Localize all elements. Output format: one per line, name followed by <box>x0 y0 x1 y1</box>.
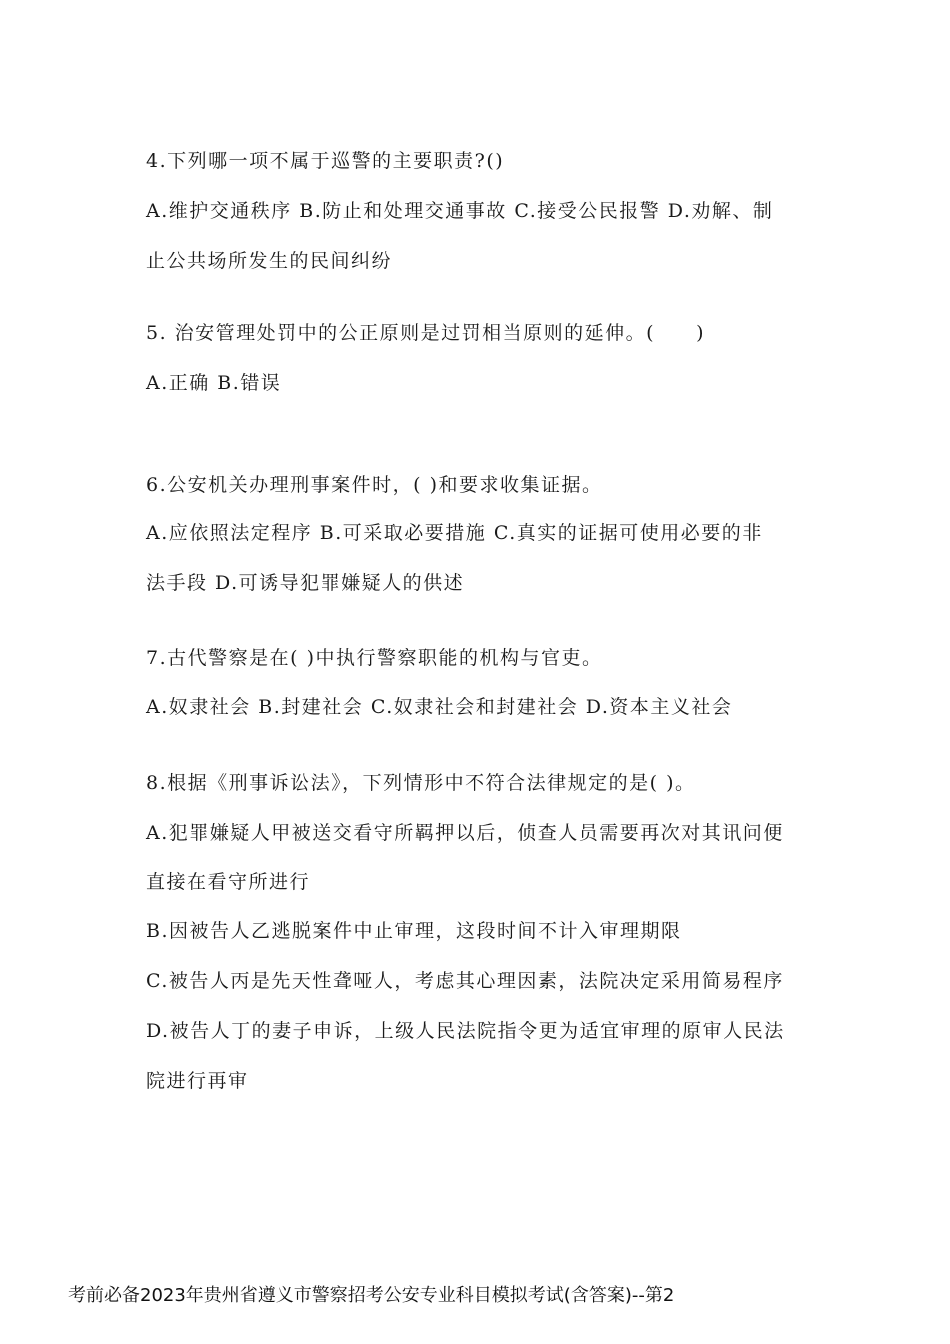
question-8-option-d-line-1: D.被告人丁的妻子申诉，上级人民法院指令更为适宜审理的原审人民法 <box>146 1020 785 1042</box>
question-6-stem: 6.公安机关办理刑事案件时，( )和要求收集证据。 <box>146 474 603 496</box>
question-4-options-line-1: A.维护交通秩序 B.防止和处理交通事故 C.接受公民报警 D.劝解、制 <box>146 200 774 222</box>
question-5-options-line-1: A.正确 B.错误 <box>146 372 282 394</box>
question-8-option-b: B.因被告人乙逃脱案件中止审理，这段时间不计入审理期限 <box>146 920 682 942</box>
question-7-stem: 7.古代警察是在( )中执行警察职能的机构与官吏。 <box>146 647 603 669</box>
question-5-stem: 5. 治安管理处罚中的公正原则是过罚相当原则的延伸。( ) <box>146 322 705 344</box>
question-6-options-line-2: 法手段 D.可诱导犯罪嫌疑人的供述 <box>146 572 465 594</box>
question-8-option-d-line-2: 院进行再审 <box>146 1070 249 1092</box>
question-7-options-line-1: A.奴隶社会 B.封建社会 C.奴隶社会和封建社会 D.资本主义社会 <box>146 696 733 718</box>
question-8-stem: 8.根据《刑事诉讼法》，下列情形中不符合法律规定的是( )。 <box>146 772 696 794</box>
page-footer: 考前必备2023年贵州省遵义市警察招考公安专业科目模拟考试(含答案)--第2 <box>68 1285 675 1306</box>
question-6-options-line-1: A.应依照法定程序 B.可采取必要措施 C.真实的证据可使用必要的非 <box>146 522 763 544</box>
question-8-option-a-line-1: A.犯罪嫌疑人甲被送交看守所羁押以后，侦查人员需要再次对其讯问便 <box>146 822 784 844</box>
question-4-options-line-2: 止公共场所发生的民间纠纷 <box>146 250 393 272</box>
question-8-option-a-line-2: 直接在看守所进行 <box>146 871 311 893</box>
question-4-stem: 4.下列哪一项不属于巡警的主要职责?() <box>146 150 505 172</box>
question-8-option-c: C.被告人丙是先天性聋哑人，考虑其心理因素，法院决定采用简易程序 <box>146 970 784 992</box>
